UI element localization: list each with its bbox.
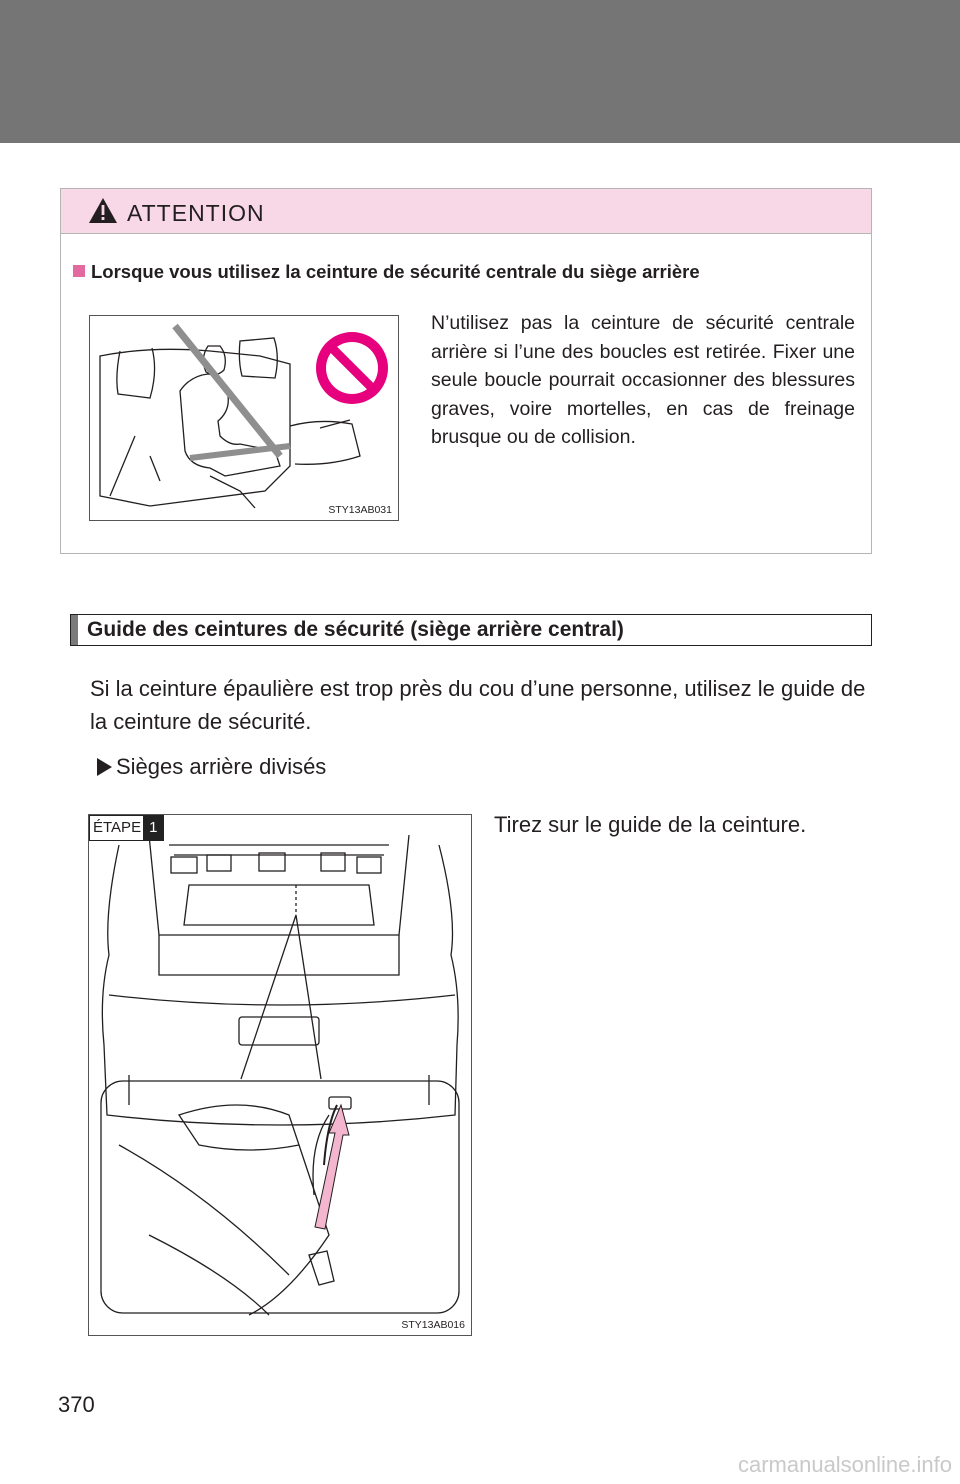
warning-box [60,188,872,554]
arrow-right-icon [97,758,112,776]
warning-text: N’utilisez pas la ceinture de sécurité centrale arrière si l’une des boucles est retirée. Fixer une seule boucle pourrait occasionner des blessures graves, voire mortelles, en cas de freinage brusque ou de collision. [431,312,855,448]
warning-heading [73,261,700,283]
step-figure [88,814,472,1336]
warning-triangle-icon [88,197,118,224]
subsection-title-text: Sièges arrière divisés [116,754,327,779]
section-title: Guide des ceintures de sécurité (siège arrière central) [87,618,624,641]
car-trunk-seatbelt-guide-illustration [89,815,471,1335]
warning-figure [89,315,399,521]
step-number: 1 [143,816,163,840]
figure-code: STY13AB016 [401,1319,465,1331]
step-label: ÉTAPE [90,816,143,840]
rear-seat-passenger-illustration [90,316,398,520]
warning-title: ATTENTION [127,200,265,226]
watermark: carmanualsonline.info [737,1452,952,1477]
subsection-title [97,754,326,780]
warning-heading-text: Lorsque vous utilisez la ceinture de sécurité centrale du siège arrière [91,261,700,282]
square-bullet-icon [73,265,85,277]
step-instruction: Tirez sur le guide de la ceinture. [494,812,807,837]
figure-code: STY13AB031 [328,504,392,516]
step-badge [89,815,164,841]
warning-header [61,189,871,234]
header-band [0,0,960,143]
section-heading [70,614,872,646]
intro-paragraph: Si la ceinture épaulière est trop près du cou d’une personne, utilisez le guide de la ceinture de sécurité. [90,676,866,734]
section-heading-bar [71,615,78,645]
page-number: 370 [58,1392,95,1417]
